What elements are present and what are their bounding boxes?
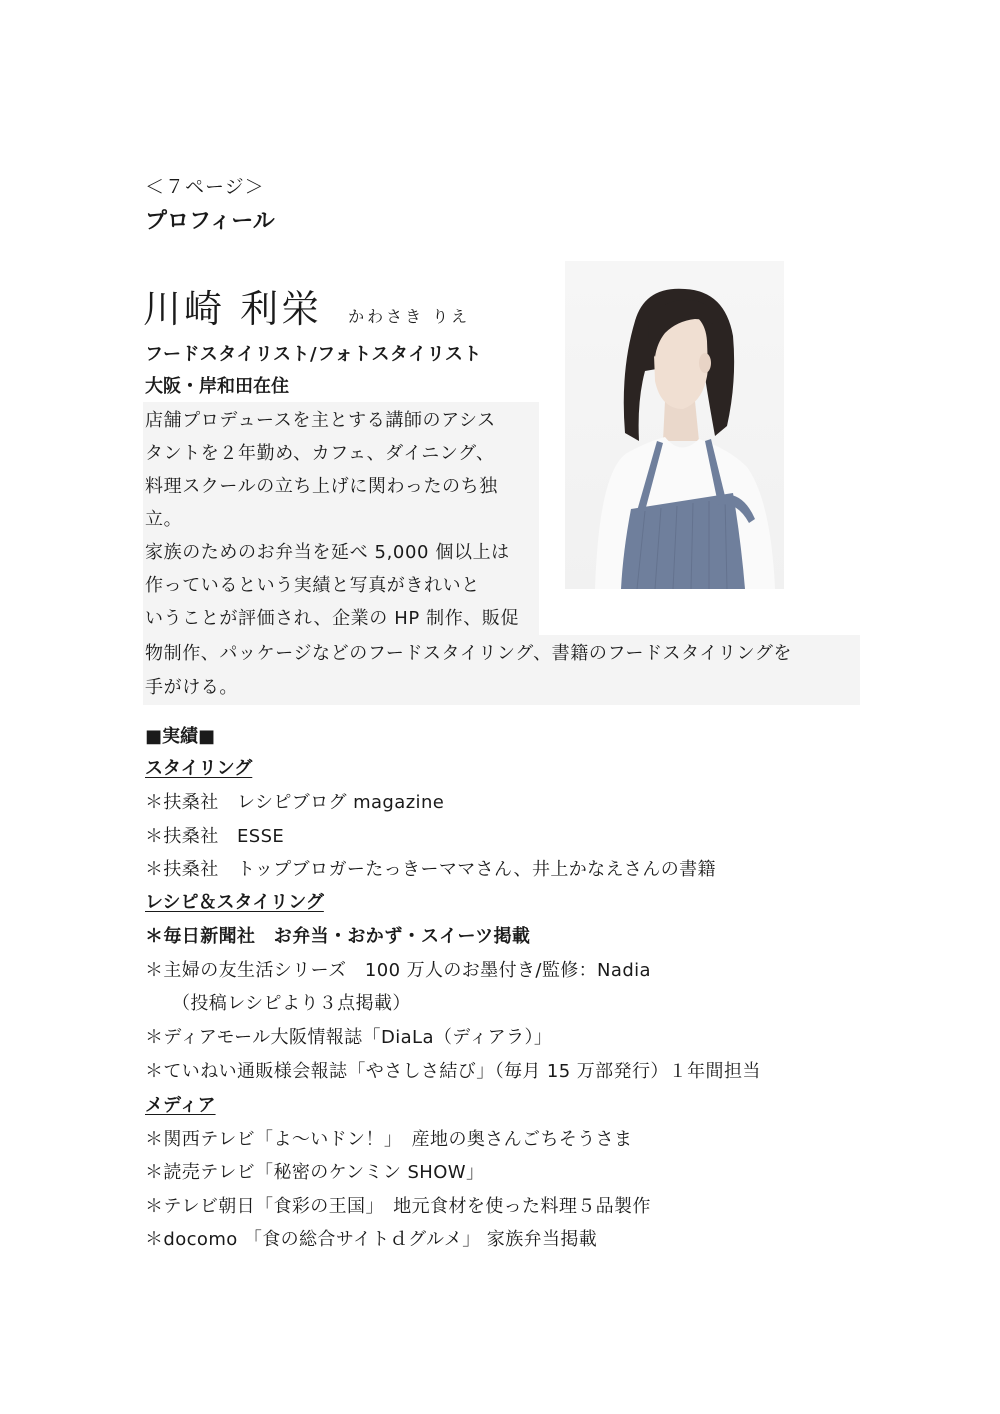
list-item: ＊ディアモール大阪情報誌「DiaLa（ディアラ）」	[145, 1027, 553, 1048]
list-item: ＊主婦の友生活シリーズ 100 万人のお墨付き/監修：Nadia	[145, 960, 651, 981]
media-heading: メディア	[145, 1095, 216, 1116]
recipe-styling-heading: レシピ＆スタイリング	[145, 892, 324, 913]
bio-line: いうことが評価され、企業の HP 制作、販促	[145, 608, 520, 629]
profile-location: 大阪・岸和田在住	[145, 376, 289, 397]
bio-line: 店舗プロデュースを主とする講師のアシス	[145, 410, 496, 431]
list-item: （投稿レシピより３点掲載）	[172, 993, 411, 1014]
list-item: ＊テレビ朝日「食彩の王国」 地元食材を使った料理５品製作	[145, 1196, 651, 1217]
list-item: ＊関西テレビ「よ～いドン！」 産地の奥さんごちそうさま	[145, 1129, 633, 1150]
list-item: ＊読売テレビ「秘密のケンミン SHOW」	[145, 1162, 485, 1183]
list-item: ＊扶桑社 トップブロガーたっきーママさん、井上かなえさんの書籍	[145, 859, 716, 880]
bio-line: 料理スクールの立ち上げに関わったのち独	[145, 476, 498, 497]
list-item: ＊毎日新聞社 お弁当・おかず・スイーツ掲載	[145, 926, 531, 947]
achievements-heading: ■実績■	[145, 726, 216, 747]
styling-heading: スタイリング	[145, 758, 253, 779]
page-title: プロフィール	[145, 209, 275, 234]
list-item: ＊docomo 「食の総合サイトｄグルメ」 家族弁当掲載	[145, 1229, 598, 1250]
portrait-illustration	[565, 261, 784, 589]
list-item: ＊扶桑社 レシピブログ magazine	[145, 792, 445, 813]
profile-name-kana: かわさき りえ	[348, 307, 471, 326]
profile-role: フードスタイリスト/フォトスタイリスト	[145, 344, 482, 365]
list-item: ＊扶桑社 ESSE	[145, 826, 285, 847]
bio-line: 手がける。	[145, 677, 238, 698]
ear-shape	[699, 353, 711, 373]
bio-line: 作っているという実績と写真がきれいと	[145, 575, 480, 596]
portrait-photo	[565, 261, 784, 589]
bio-line: 物制作、パッケージなどのフードスタイリング、書籍のフードスタイリングを	[145, 643, 793, 664]
bio-line: 家族のためのお弁当を延べ 5,000 個以上は	[145, 542, 510, 563]
page-label: ＜７ページ＞	[145, 176, 265, 198]
bio-line: 立。	[145, 509, 183, 530]
profile-name: 川崎 利栄	[143, 287, 323, 331]
bio-line: タントを２年勤め、カフェ、ダイニング、	[145, 443, 495, 464]
list-item: ＊ていねい通販様会報誌「やさしさ結び」（毎月 15 万部発行）１年間担当	[145, 1061, 761, 1082]
profile-name-row	[143, 278, 470, 333]
